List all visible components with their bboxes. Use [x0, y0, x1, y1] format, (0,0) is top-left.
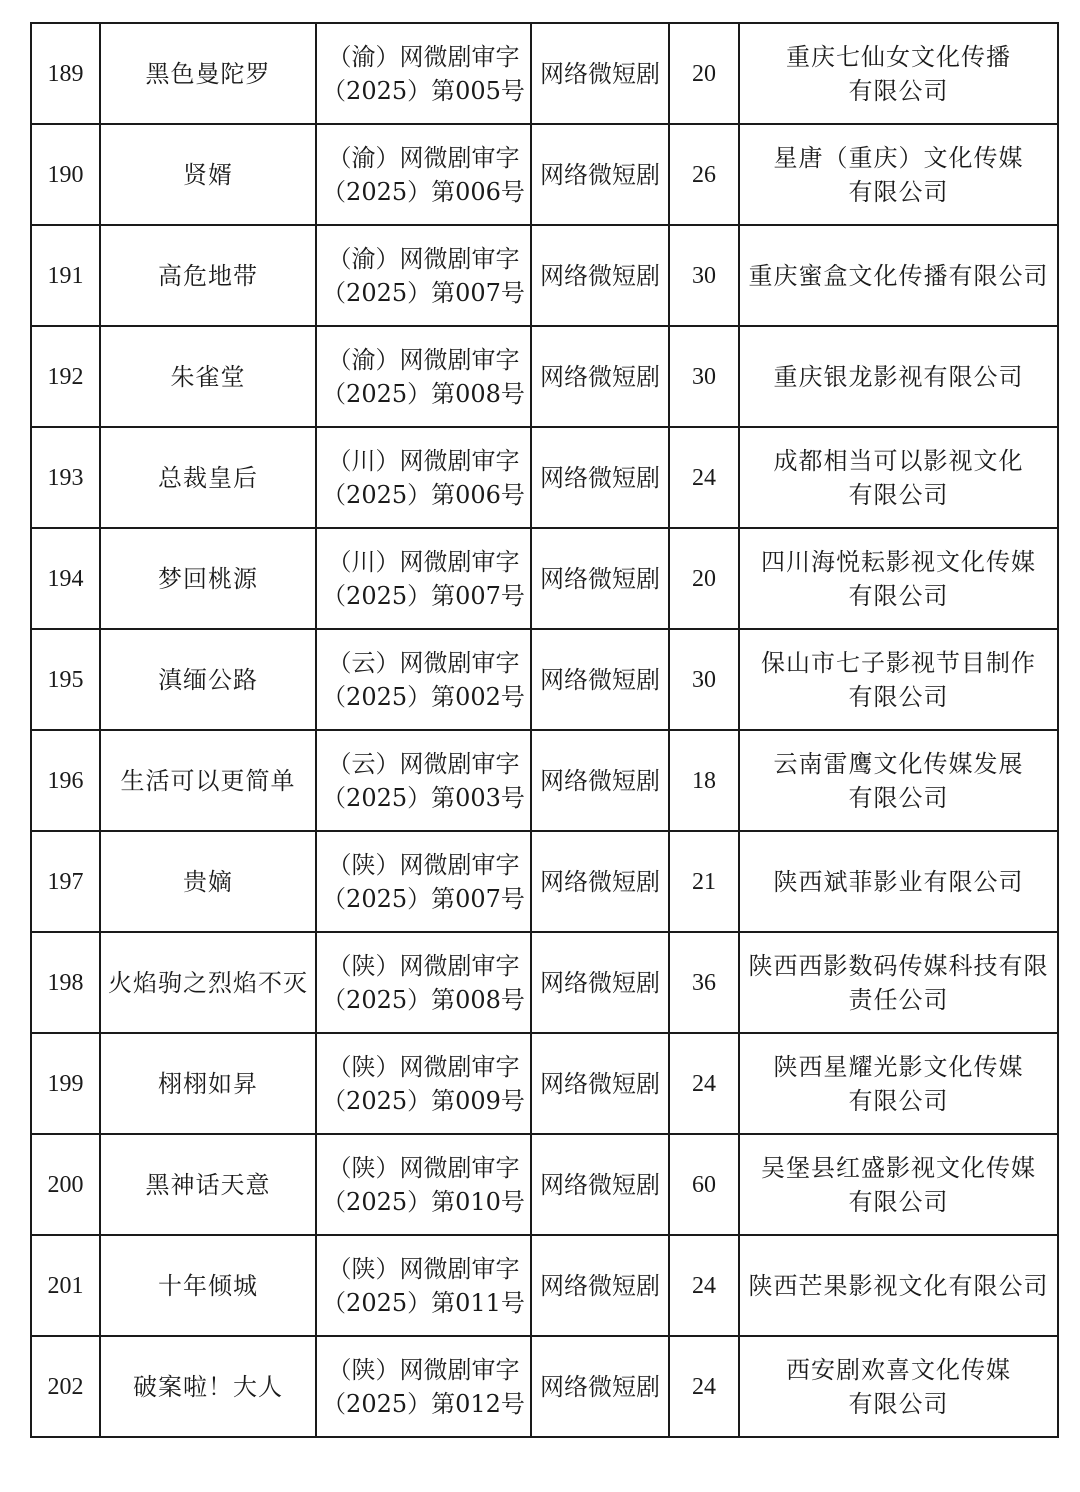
company-line-1: 云南雷鹰文化传媒发展: [773, 749, 1024, 778]
company-line-2: 责任公司: [848, 985, 949, 1014]
table-row: [31, 124, 1058, 225]
license-line-1: （渝）网微剧审字: [327, 244, 520, 273]
episode-count: 30: [669, 629, 739, 730]
row-number: 196: [31, 730, 100, 831]
drama-title: 黑色曼陀罗: [100, 23, 316, 124]
drama-title: 滇缅公路: [100, 629, 316, 730]
company-line-1: 重庆银龙影视有限公司: [773, 362, 1024, 391]
drama-title: 贵嫡: [100, 831, 316, 932]
drama-type: 网络微短剧: [531, 528, 669, 629]
episode-count: 21: [669, 831, 739, 932]
company-line-2: 有限公司: [848, 76, 949, 105]
license-line-1: （陕）网微剧审字: [327, 850, 520, 879]
table-row: [31, 932, 1058, 1033]
drama-type: 网络微短剧: [531, 326, 669, 427]
license-line-2: （2025）第012号: [322, 1389, 525, 1418]
license-number: [316, 1235, 531, 1336]
episode-count: 18: [669, 730, 739, 831]
producer-company: [739, 831, 1058, 932]
drama-type: 网络微短剧: [531, 1336, 669, 1437]
license-line-1: （陕）网微剧审字: [327, 1052, 520, 1081]
producer-company: [739, 124, 1058, 225]
license-line-2: （2025）第009号: [322, 1086, 525, 1115]
producer-company: [739, 326, 1058, 427]
episode-count: 30: [669, 326, 739, 427]
company-line-1: 陕西斌菲影业有限公司: [773, 867, 1024, 896]
license-number: [316, 427, 531, 528]
company-line-2: 有限公司: [848, 1389, 949, 1418]
company-line-1: 陕西星耀光影文化传媒: [773, 1052, 1024, 1081]
drama-title: 黑神话天意: [100, 1134, 316, 1235]
producer-company: [739, 932, 1058, 1033]
episode-count: 30: [669, 225, 739, 326]
registry-table-body: [31, 23, 1058, 1437]
producer-company: [739, 730, 1058, 831]
drama-title: 栩栩如昇: [100, 1033, 316, 1134]
episode-count: 20: [669, 23, 739, 124]
episode-count: 26: [669, 124, 739, 225]
producer-company: [739, 1134, 1058, 1235]
row-number: 190: [31, 124, 100, 225]
license-line-2: （2025）第007号: [322, 884, 525, 913]
drama-title: 贤婿: [100, 124, 316, 225]
license-line-2: （2025）第002号: [322, 682, 525, 711]
license-number: [316, 326, 531, 427]
license-line-1: （云）网微剧审字: [327, 648, 520, 677]
company-line-1: 保山市七子影视节目制作: [761, 648, 1036, 677]
license-number: [316, 1336, 531, 1437]
license-line-2: （2025）第006号: [322, 480, 525, 509]
license-number: [316, 1134, 531, 1235]
license-line-2: （2025）第011号: [322, 1288, 525, 1317]
episode-count: 36: [669, 932, 739, 1033]
row-number: 191: [31, 225, 100, 326]
table-row: [31, 1336, 1058, 1437]
drama-title: 生活可以更简单: [100, 730, 316, 831]
license-line-1: （陕）网微剧审字: [327, 1355, 520, 1384]
license-line-2: （2025）第007号: [322, 278, 525, 307]
drama-title: 朱雀堂: [100, 326, 316, 427]
episode-count: 24: [669, 427, 739, 528]
drama-type: 网络微短剧: [531, 1033, 669, 1134]
license-line-1: （渝）网微剧审字: [327, 42, 520, 71]
company-line-1: 西安剧欢喜文化传媒: [786, 1355, 1011, 1384]
drama-title: 破案啦！大人: [100, 1336, 316, 1437]
producer-company: [739, 528, 1058, 629]
license-number: [316, 124, 531, 225]
license-number: [316, 23, 531, 124]
drama-title: 总裁皇后: [100, 427, 316, 528]
table-row: [31, 730, 1058, 831]
registry-table: [30, 22, 1059, 1438]
producer-company: [739, 427, 1058, 528]
company-line-2: 有限公司: [848, 783, 949, 812]
license-line-2: （2025）第006号: [322, 177, 525, 206]
drama-title: 火焰驹之烈焰不灭: [100, 932, 316, 1033]
company-line-2: 有限公司: [848, 177, 949, 206]
license-number: [316, 730, 531, 831]
company-line-2: 有限公司: [848, 480, 949, 509]
license-line-1: （川）网微剧审字: [327, 547, 520, 576]
license-line-1: （渝）网微剧审字: [327, 143, 520, 172]
table-row: [31, 831, 1058, 932]
drama-type: 网络微短剧: [531, 23, 669, 124]
license-line-1: （陕）网微剧审字: [327, 1153, 520, 1182]
company-line-1: 四川海悦耘影视文化传媒: [761, 547, 1036, 576]
table-row: [31, 23, 1058, 124]
table-row: [31, 326, 1058, 427]
table-row: [31, 1134, 1058, 1235]
table-row: [31, 1235, 1058, 1336]
producer-company: [739, 1235, 1058, 1336]
company-line-2: 有限公司: [848, 1187, 949, 1216]
company-line-1: 陕西芒果影视文化有限公司: [748, 1271, 1049, 1300]
license-line-1: （陕）网微剧审字: [327, 951, 520, 980]
table-row: [31, 427, 1058, 528]
row-number: 197: [31, 831, 100, 932]
episode-count: 24: [669, 1033, 739, 1134]
row-number: 201: [31, 1235, 100, 1336]
row-number: 202: [31, 1336, 100, 1437]
company-line-1: 吴堡县红盛影视文化传媒: [761, 1153, 1036, 1182]
drama-type: 网络微短剧: [531, 629, 669, 730]
drama-type: 网络微短剧: [531, 831, 669, 932]
license-line-1: （陕）网微剧审字: [327, 1254, 520, 1283]
row-number: 200: [31, 1134, 100, 1235]
episode-count: 24: [669, 1235, 739, 1336]
license-number: [316, 831, 531, 932]
license-line-2: （2025）第008号: [322, 379, 525, 408]
license-line-2: （2025）第008号: [322, 985, 525, 1014]
row-number: 199: [31, 1033, 100, 1134]
producer-company: [739, 225, 1058, 326]
row-number: 192: [31, 326, 100, 427]
license-number: [316, 1033, 531, 1134]
company-line-2: 有限公司: [848, 581, 949, 610]
drama-type: 网络微短剧: [531, 124, 669, 225]
drama-type: 网络微短剧: [531, 730, 669, 831]
row-number: 194: [31, 528, 100, 629]
license-number: [316, 528, 531, 629]
company-line-1: 重庆七仙女文化传播: [786, 42, 1011, 71]
license-line-2: （2025）第010号: [322, 1187, 525, 1216]
company-line-1: 星唐（重庆）文化传媒: [773, 143, 1024, 172]
episode-count: 20: [669, 528, 739, 629]
license-line-2: （2025）第007号: [322, 581, 525, 610]
license-line-1: （川）网微剧审字: [327, 446, 520, 475]
drama-type: 网络微短剧: [531, 225, 669, 326]
company-line-1: 重庆蜜盒文化传播有限公司: [748, 261, 1049, 290]
row-number: 195: [31, 629, 100, 730]
producer-company: [739, 1033, 1058, 1134]
row-number: 189: [31, 23, 100, 124]
drama-title: 十年倾城: [100, 1235, 316, 1336]
producer-company: [739, 1336, 1058, 1437]
drama-title: 高危地带: [100, 225, 316, 326]
table-row: [31, 225, 1058, 326]
license-number: [316, 932, 531, 1033]
license-number: [316, 225, 531, 326]
license-line-2: （2025）第005号: [322, 76, 525, 105]
company-line-1: 陕西西影数码传媒科技有限: [748, 951, 1049, 980]
drama-title: 梦回桃源: [100, 528, 316, 629]
table-row: [31, 629, 1058, 730]
table-row: [31, 1033, 1058, 1134]
episode-count: 24: [669, 1336, 739, 1437]
company-line-1: 成都相当可以影视文化: [773, 446, 1024, 475]
producer-company: [739, 23, 1058, 124]
row-number: 193: [31, 427, 100, 528]
license-line-2: （2025）第003号: [322, 783, 525, 812]
drama-type: 网络微短剧: [531, 932, 669, 1033]
license-line-1: （渝）网微剧审字: [327, 345, 520, 374]
drama-type: 网络微短剧: [531, 1235, 669, 1336]
license-number: [316, 629, 531, 730]
drama-type: 网络微短剧: [531, 427, 669, 528]
drama-type: 网络微短剧: [531, 1134, 669, 1235]
license-line-1: （云）网微剧审字: [327, 749, 520, 778]
producer-company: [739, 629, 1058, 730]
row-number: 198: [31, 932, 100, 1033]
episode-count: 60: [669, 1134, 739, 1235]
company-line-2: 有限公司: [848, 1086, 949, 1115]
company-line-2: 有限公司: [848, 682, 949, 711]
table-row: [31, 528, 1058, 629]
